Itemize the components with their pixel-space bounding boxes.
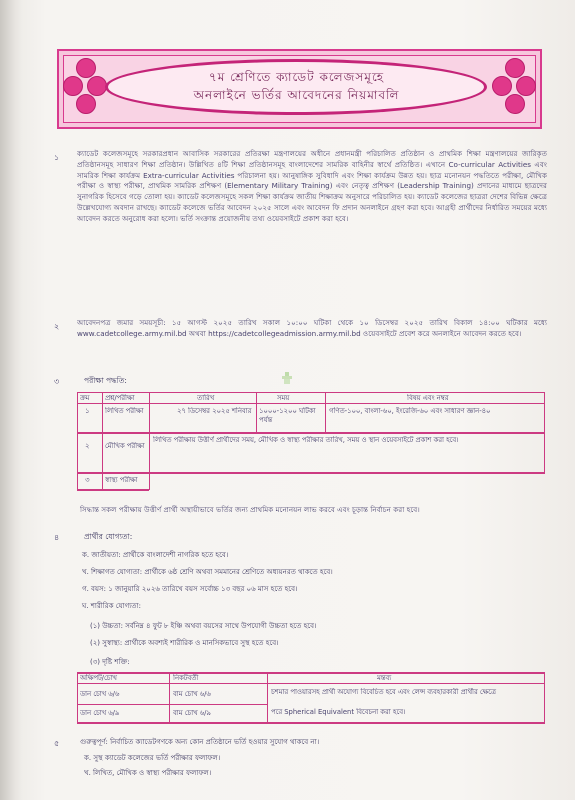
eligibility-heading: প্রার্থীর যোগ্যতা:	[84, 532, 133, 541]
final-note-line: খ. লিখিত, মৌখিক ও স্বাস্থ্য পরীক্ষার ফলাফল।	[84, 769, 212, 777]
section-number: ৩	[54, 377, 60, 386]
row1-exam-name: লিখিত পরীক্ষা	[105, 407, 144, 415]
col-header-date: তারিখ	[197, 394, 215, 402]
row2-serial: ২	[85, 442, 90, 450]
final-note-line: গুরুত্বপূর্ণ: নির্বাচিত ক্যাডেটগণকে অন্য কোন প্রতিষ্ঠানে ভর্তি হওয়ার সুযোগ থাকবে না।	[80, 738, 320, 746]
vision-remark: পরে Spherical Equivalent বিবেচনা করা হবে।	[271, 708, 406, 716]
eligibility-item: ঘ. শারীরিক যোগ্যতা:	[82, 602, 141, 610]
section-number: ২	[54, 322, 60, 331]
page-shadow	[0, 0, 22, 800]
vision-cell: বাম চোখ ৬/৬	[173, 690, 211, 698]
row3-exam-name: স্বাস্থ্য পরীক্ষা	[105, 476, 138, 484]
physical-subitem: (১) উচ্চতা: সর্বনিম্ন ৪ ফুট ৮ ইঞ্চি অথবা বয়সের সাথে উপযোগী উচ্চতা হতে হবে।	[90, 622, 317, 630]
exam-method-heading: পরীক্ষা পদ্ধতি:	[84, 376, 127, 385]
intro-paragraph: ক্যাডেট কলেজসমূহে সরকারপ্রধান আবাসিক সরকারের প্রতিরক্ষা মন্ত্রণালয়ের অধীনে প্রধানমন্ত্রী পরিচালিত প্রতিষ্ঠান ও প্রাথমিক শিক্ষা মন্ত্রণালয়ের জারিকৃত প্রতিষ্ঠানসমূহ সাধারণ শিক্ষা প্রতিষ্ঠান। উল্লিখিত ৪টি শিক্ষা প্রতিষ্ঠানসমূহ বাংলাদেশের সামরিক বাহিনীর স্বার্থে প্রতিষ্ঠিত। এখানে Co-curricular Activities এবং সামরিক শিক্ষা কার্যক্রম Extra-curricular Activities পরিচালনা হয়। আনুষাঙ্গিক সুবিধাদি এবং শিক্ষা কার্যক্রম উন্নত হয়। ছাত্র মনোনয়ন পদ্ধতিতে পরীক্ষা, মৌখিক পরীক্ষা ও স্বাস্থ্য পরীক্ষা, প্রাথমিক সামরিক প্রশিক্ষণ (Elementary Military Training) এবং নেতৃত্ব প্রশিক্ষণ (Leadership Training) প্রদানের মাধ্যমে ছাত্রদের সুনাগরিক হিসেবে গড়ে তোলা হয়। ক্যাডেট কলেজসমূহে সকল শিক্ষা কার্যক্রম জাতীয় শিক্ষাক্রম অনুসারে পরিচালিত হয়। ক্যাডেট কলেজের ছাত্ররা দেশের বিভিন্ন ক্ষেত্রে উল্লেখযোগ্য অবদান রাখছে। ক্যাডেট কলেজে ভর্তির আবেদন ২০২৫ সালে এবং আবেদন ফি প্রদান অনলাইনে গ্রহণ করা হবে। আগ্রহী প্রার্থীদের নির্ধারিত সময়ের মধ্যে আবেদন করতে অনুরোধ করা হলো। ভর্তি সংক্রান্ত প্রয়োজনীয় তথ্য ওয়েবসাইটে প্রকাশ করা হবে।	[77, 149, 547, 223]
row1-time: ১০০০-১২০০ ঘটিকা পর্যন্ত	[259, 407, 316, 424]
final-note-line: ক. সুস্থ ক্যাডেট কলেজের ভর্তি পরীক্ষার ফলাফল।	[84, 754, 221, 762]
col-header-serial: ক্রম	[80, 394, 90, 402]
physical-subitem: (২) সুস্বাস্থ্য: প্রার্থীকে অবশ্যই শারীরিক ও মানসিকভাবে সুস্থ হতে হবে।	[90, 639, 279, 647]
col-header-subject: বিষয় এবং নম্বর	[407, 394, 449, 402]
eligibility-item: ক. জাতীয়তা: প্রার্থীকে বাংলাদেশী নাগরিক হতে হবে।	[82, 551, 229, 559]
vision-col-header: নিকটবর্তী	[173, 674, 199, 682]
flower-ornament-right-icon	[492, 56, 536, 118]
exam-schedule-table	[77, 392, 545, 492]
exam-note: সিদ্ধান্ত সকল পরীক্ষায় উত্তীর্ণ প্রার্থী অস্থায়ীভাবে ভর্তির জন্য প্রাথমিক মনোনয়ন লাভ করবে এবং চূড়ান্ত নির্বাচন করা হবে।	[80, 505, 420, 514]
banner-title-line2: অনলাইনে ভর্তির আবেদনের নিয়মাবলি	[193, 88, 400, 102]
flower-ornament-left-icon	[63, 56, 107, 118]
eligibility-item: খ. শিক্ষাগত যোগ্যতা: প্রার্থীকে ৬ষ্ঠ শ্রেণি অথবা সমমানের শ্রেণিতে অধ্যয়নরত থাকতে হবে।	[82, 568, 333, 576]
row1-serial: ১	[85, 407, 90, 415]
vision-col-header: মন্তব্য	[377, 674, 392, 682]
row2-details: লিখিত পরীক্ষায় উত্তীর্ণ প্রার্থীদের সময়, মৌখিক ও স্বাস্থ্য পরীক্ষার তারিখ, সময় ও স্থান ওয়েবসাইটে প্রকাশ করা হবে।	[153, 436, 459, 444]
vision-table	[77, 672, 545, 724]
row1-date: ২৭ ডিসেম্বর ২০২৫ শনিবার	[177, 407, 252, 415]
title-banner	[57, 49, 542, 129]
row3-serial: ৩	[85, 476, 90, 484]
tbc-logo-icon	[280, 372, 294, 384]
application-schedule-paragraph: আবেদনপত্র জমার সময়সূচী: ১৫ আগস্ট ২০২৫ তারিখ সকাল ১০:০০ ঘটিকা থেকে ১০ ডিসেম্বর ২০২৫ তারিখ বিকাল ১৪:০০ ঘটিকার মধ্যে www.cadetcollege.army.mil.bd অথবা https://cadetcollegeadmission.army.mil.bd ওয়েবসাইটে প্রবেশ করে অনলাইনে আবেদন করতে হবে।	[77, 318, 547, 338]
row2-exam-name: মৌখিক পরীক্ষা	[105, 442, 145, 450]
section-number: ১	[54, 153, 60, 162]
vision-remark: চশমার পাওয়ারসহ প্রার্থী অযোগ্য বিবেচিত হবে এবং লেন্স ব্যবহারকারী প্রার্থীর ক্ষেত্রে	[271, 688, 496, 696]
eligibility-item: গ. বয়স: ১ জানুয়ারি ২০২৬ তারিখে বয়স সর্বোচ্চ ১৩ বছর ০৬ মাস হতে হবে।	[82, 585, 298, 593]
vision-col-header: অক্ষিপট/চোখ	[80, 674, 117, 682]
vision-cell: বাম চোখ ৬/৯	[173, 709, 211, 717]
vision-cell: ডান চোখ ৬/৯	[80, 709, 120, 717]
section-number: ৪	[54, 533, 60, 542]
section-number: ৫	[54, 739, 60, 748]
row1-subjects: গণিত-১০০, বাংলা-৬০, ইংরেজি-৬০ এবং সাধারণ জ্ঞান-৪০	[329, 407, 491, 415]
col-header-time: সময়	[277, 394, 290, 402]
vision-cell: ডান চোখ ৬/৬	[80, 690, 120, 698]
banner-title-line1: ৭ম শ্রেণিতে ক্যাডেট কলেজসমূহে	[208, 70, 385, 84]
col-header-exam: প্রশ্ন/পরীক্ষা	[105, 394, 135, 402]
physical-subitem: (৩) দৃষ্টি শক্তি:	[90, 658, 130, 666]
